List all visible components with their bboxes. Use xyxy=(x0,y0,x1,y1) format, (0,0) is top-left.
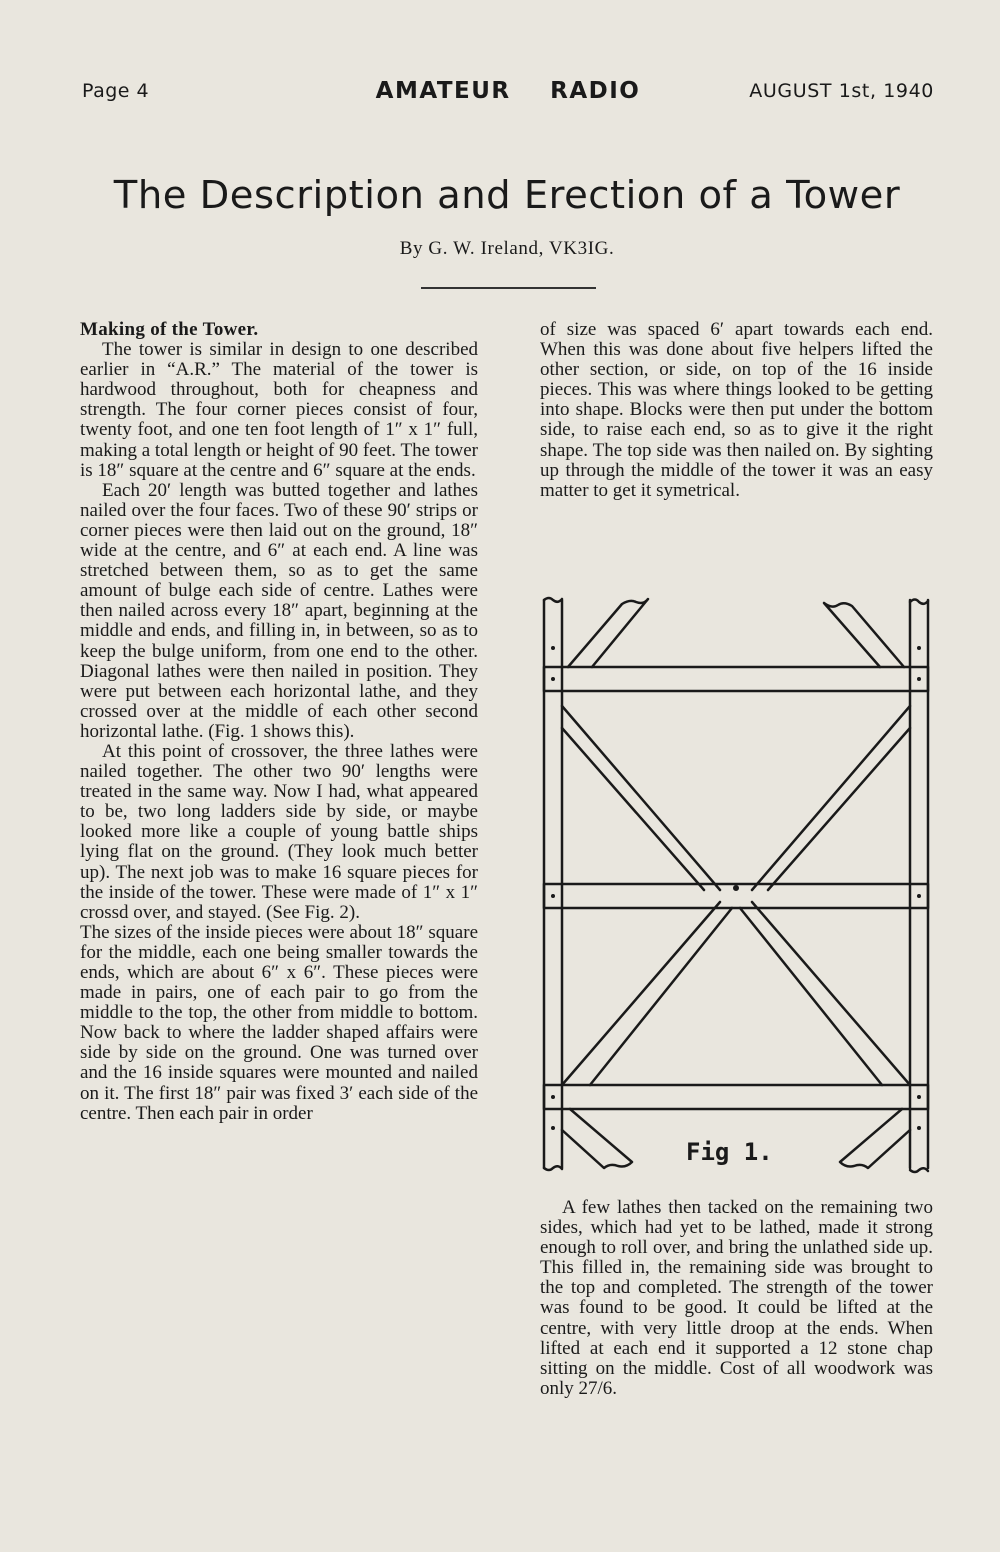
diagonal-b-upper-edge xyxy=(562,706,910,1085)
nail xyxy=(551,1095,555,1099)
page-header xyxy=(82,78,934,108)
horizontal-lathe-1 xyxy=(544,667,928,691)
title-divider xyxy=(421,287,596,289)
figure-label: Fig 1. xyxy=(686,1138,773,1166)
article-title: The Description and Erection of a Tower xyxy=(113,173,901,218)
paragraph: of size was spaced 6′ apart towards each end. When this was done about five helpers lifted the other section, or side, on top of the 16 inside pieces. This was where things looked to be getting into shape. Blocks were then put under the bottom side, to raise each end, so as to give it the right shape. The top side was then nailed on. By sighting up through the middle of the tower it was an easy matter to get it symetrical. xyxy=(540,319,933,501)
paragraph: The tower is similar in design to one described earlier in “A.R.” The material of the tower is hardwood throughout, both for cheapness and strength. The four corner pieces consist of four, twenty foot, and one ten foot length of 1″ x 1″ full, making a total length or height of 90 feet. The tower is 18″ square at the centre and 6″ square at the ends. xyxy=(80,339,479,481)
diagonal-a-upper-edge xyxy=(562,706,910,1085)
right-column-bottom xyxy=(540,1198,933,1399)
horizontal-lathe-3 xyxy=(544,1085,928,1109)
nail xyxy=(551,894,555,898)
left-column xyxy=(80,320,478,1124)
section-heading: Making of the Tower. xyxy=(80,319,259,340)
tower-drawing xyxy=(536,590,936,1180)
crossover-nail xyxy=(733,885,739,891)
nail xyxy=(917,1095,921,1099)
magazine-title: AMATEUR RADIO xyxy=(375,78,641,104)
issue-date: AUGUST 1st, 1940 xyxy=(749,80,934,102)
paragraph: Each 20′ length was butted together and lathes nailed over the four faces. Two of these 90′ strips or corner pieces were then laid out on the ground, 18″ wide at the centre, and 6″ at each end. A line was stretched between them, so as to get the same amount of bulge each side of centre. Lathes were then nailed across every 18″ apart, beginning at the middle and ends, and filling in, in between, so as to keep the bulge uniform, from one end to the other. Diagonal lathes were then nailed in position. They were put between each horizontal lathe, and they crossed over at the middle of each other second horizontal lathe. (Fig. 1 shows this). xyxy=(80,479,478,742)
nail xyxy=(551,677,555,681)
nail xyxy=(551,1126,555,1130)
paragraph: At this point of crossover, the three lathes were nailed together. The other two 90′ lengths were treated in the same way. Now I had, what appeared to be, two long ladders side by side, or maybe looked more like a couple of young battle ships lying flat on the ground. (They look much better up). The next job was to make 16 square pieces for the inside of the tower. These were made of 1″ x 1″ crossd over, and stayed. (See Fig. 2). xyxy=(80,740,478,923)
nail xyxy=(917,646,921,650)
paragraph: A few lathes then tacked on the remaining two sides, which had yet to be lathed, made it strong enough to roll over, and bring the unlathed side up. This filled in, the remaining side was brought to the top and completed. The strength of the tower was found to be good. It could be lifted at the centre, with very little droop at the ends. When lifted at each end it supported a 12 stone chap sitting on the middle. Cost of all woodwork was only 27/6. xyxy=(540,1197,933,1399)
page-number: Page 4 xyxy=(82,80,150,102)
nail xyxy=(551,646,555,650)
nail xyxy=(917,677,921,681)
article-byline: By G. W. Ireland, VK3IG. xyxy=(399,238,615,259)
fig-1-tower-diagram xyxy=(536,590,936,1180)
nail xyxy=(917,1126,921,1130)
nail xyxy=(917,894,921,898)
right-column-top xyxy=(540,320,933,501)
paragraph: The sizes of the inside pieces were about 18″ square for the middle, each one being smaller towards the ends, which are about 6″ x 6″. These pieces were made in pairs, one of each pair to go from the middle to the top, the other from middle to bottom. Now back to where the ladder shaped affairs were side by side on the ground. One was turned over and the 16 inside squares were mounted and nailed on it. The first 18″ pair was fixed 3′ each side of the centre. Then each pair in order xyxy=(80,921,478,1124)
